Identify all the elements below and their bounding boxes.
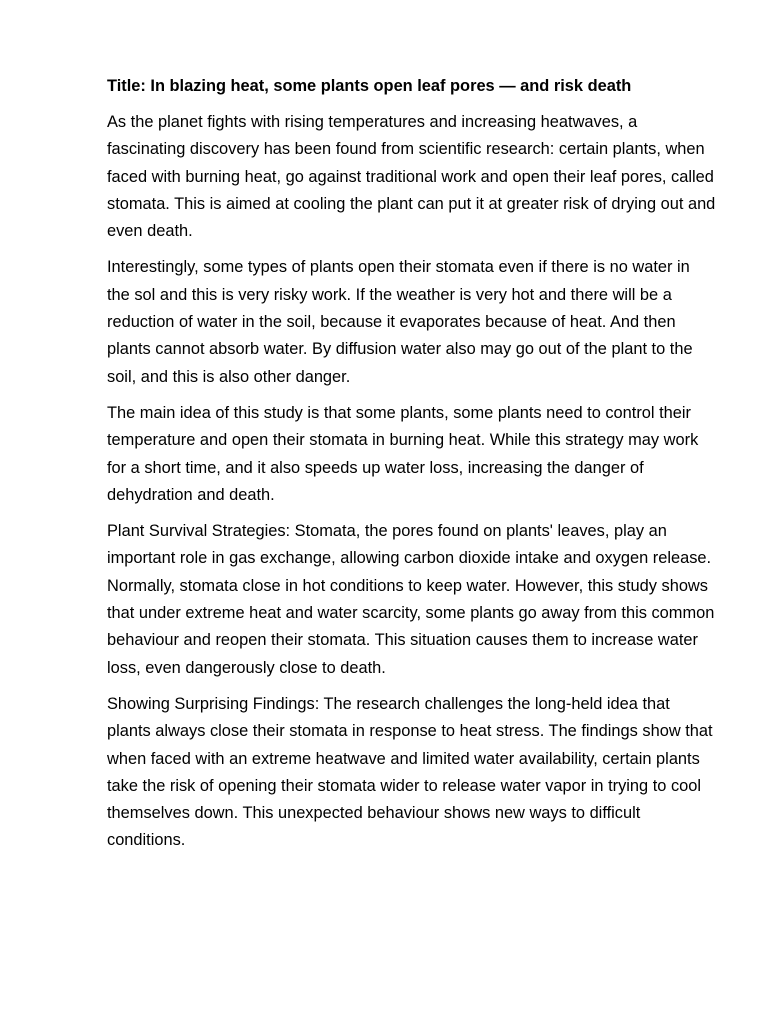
paragraph-intro: As the planet fights with rising temperatures and increasing heatwaves, a fascinating discovery has been found from scientific research: certain plants, when faced with burning heat, go against traditional work and open their leaf pores, called stomata. This is aimed at cooling the plant can put it at greater risk of drying out and even death. (107, 113, 716, 241)
paragraph-survival-strategies: Plant Survival Strategies: Stomata, the pores found on plants' leaves, play an important role in gas exchange, allowing carbon dioxide intake and oxygen release. Normally, stomata close in hot conditions to keep water. However, this study shows that under extreme heat and water scarcity, some plants go away from this common behaviour and reopen their stomata. This situation causes them to increase water loss, even dangerously close to death. (107, 522, 715, 677)
paragraph-main-idea: The main idea of this study is that some plants, some plants need to control their temperature and open their stomata in burning heat. While this strategy may work for a short time, and it also speeds up water loss, increasing the danger of dehydration and death. (107, 403, 699, 504)
paragraph-surprising-findings: Showing Surprising Findings: The research challenges the long-held idea that plants always close their stomata in response to heat stress. The findings show that when faced with an extreme heatwave and limited water availability, certain plants take the risk of opening their stomata wider to release water vapor in trying to cool themselves down. This unexpected behaviour shows new ways to difficult conditions. (107, 694, 713, 850)
document-page (107, 72, 717, 864)
paragraph-soil-water: Interestingly, some types of plants open their stomata even if there is no water in the sol and this is very risky work. If the weather is very hot and there will be a reduction of water in the soil, because it evaporates because of heat. And then plants cannot absorb water. By diffusion water also may go out of the plant to the soil, and this is also other danger. (107, 258, 693, 386)
document-title: Title: In blazing heat, some plants open leaf pores — and risk death (107, 77, 632, 95)
